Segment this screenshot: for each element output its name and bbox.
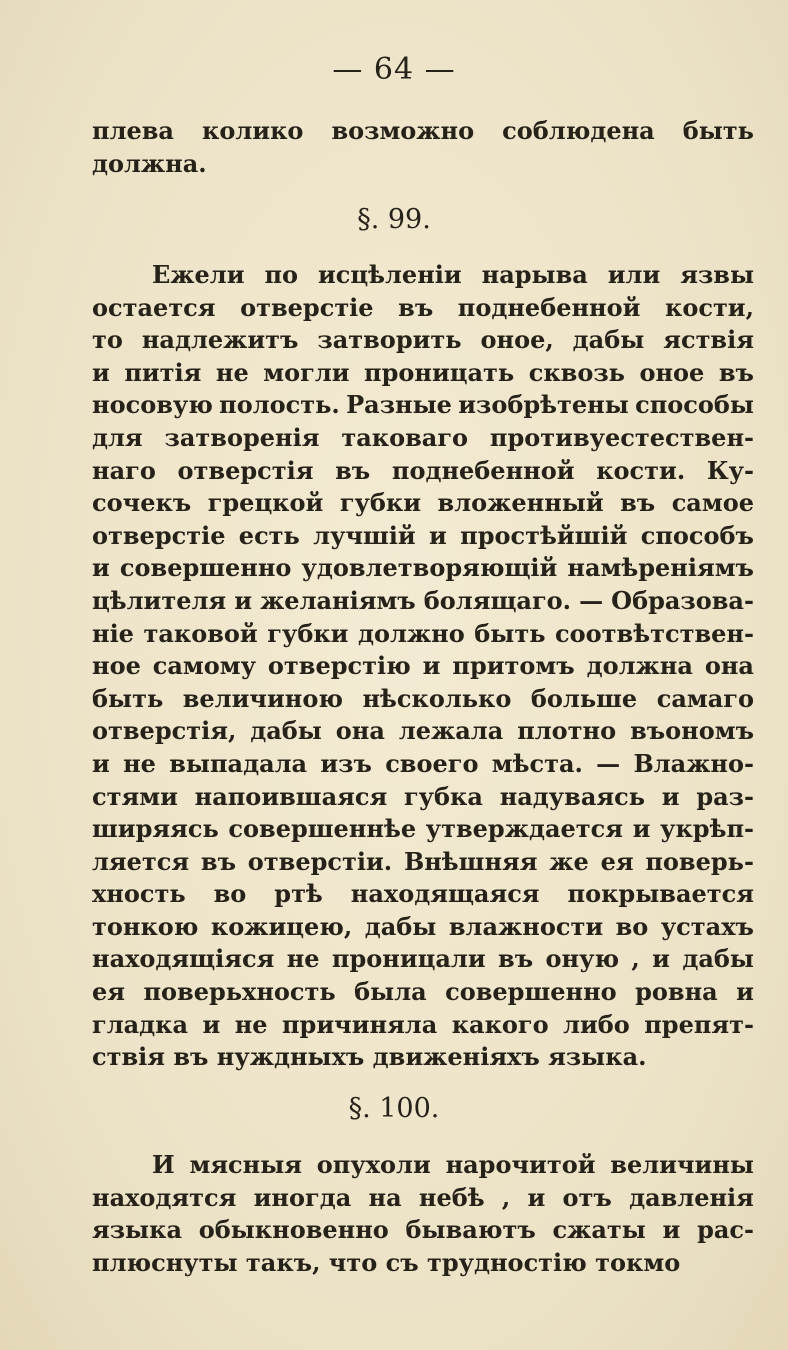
text-line: языка обыкновенно бываютъ сжаты и рас- [92,1215,754,1245]
text-line: гладка и не причиняла какого либо препят- [92,1009,754,1039]
text-line: ствія въ нуждныхъ движеніяхъ языка. [92,1042,647,1072]
text-line: отверстія, дабы она лежала плотно въономъ [92,716,754,746]
text-line: и не выпадала изъ своего мѣста. — Влажно- [92,748,754,778]
text-line: быть величиною нѣсколько больше самаго [92,683,754,713]
paragraph-section-99 [92,259,754,1074]
paragraph-section-100 [92,1149,754,1279]
text-line: должна. [92,148,207,178]
text-line: то надлежитъ затворить оное, дабы яствія [92,325,754,355]
text-line: ширяясь совершеннѣе утверждается и укрѣп- [92,814,754,844]
text-line: и питія не могли проницать сквозь оное въ [92,357,754,387]
text-line: стями напоившаяся губка надуваясь и раз- [92,781,754,811]
text-line: хность во ртѣ находящаяся покрывается [92,879,754,909]
text-line: Ежели по исцѣленіи нарыва или язвы [152,260,754,289]
text-line: плюснуты такъ, что съ трудностію токмо [92,1247,681,1277]
section-heading-99: §. 99. [357,204,431,235]
text-line: И мясныя опухоли нарочитой величины [152,1150,754,1179]
text-line: для затворенія таковаго противуестествен- [92,422,754,452]
text-line: находящіяся не проницали въ оную , и дабы [92,944,754,974]
text-line: ное самому отверстію и притомъ должна она [92,651,754,681]
text-line: плева колико возможно соблюдена быть [92,116,754,145]
text-line: остается отверстіе въ поднебенной кости, [92,292,754,322]
text-line: ея поверьхность была совершенно ровна и [92,977,754,1007]
text-line: и совершенно удовлетворяющій намѣреніямъ [92,553,754,583]
text-line: тонкою кожицею, дабы влажности во устахъ [92,911,754,941]
text-line: сочекъ грецкой губки вложенный въ самое [92,488,754,518]
text-line: находятся иногда на небѣ , и отъ давленія [92,1182,754,1212]
text-line: наго отверстія въ поднебенной кости. Ку- [92,455,754,485]
text-line: ляется въ отверстіи. Внѣшняя же ея поверь- [92,846,754,876]
section-heading-100: §. 100. [348,1093,440,1124]
text-line: цѣлителя и желаніямъ болящаго. — Образова- [92,585,754,615]
page-number: — 64 — [332,52,456,87]
text-line: ніе таковой губки должно быть соотвѣтствен- [92,618,754,648]
text-line: отверстіе есть лучшій и простѣйшій способъ [92,520,754,550]
paragraph-continuation [92,115,754,180]
text-line: носовую полость. Разные изобрѣтены способы [92,390,754,420]
